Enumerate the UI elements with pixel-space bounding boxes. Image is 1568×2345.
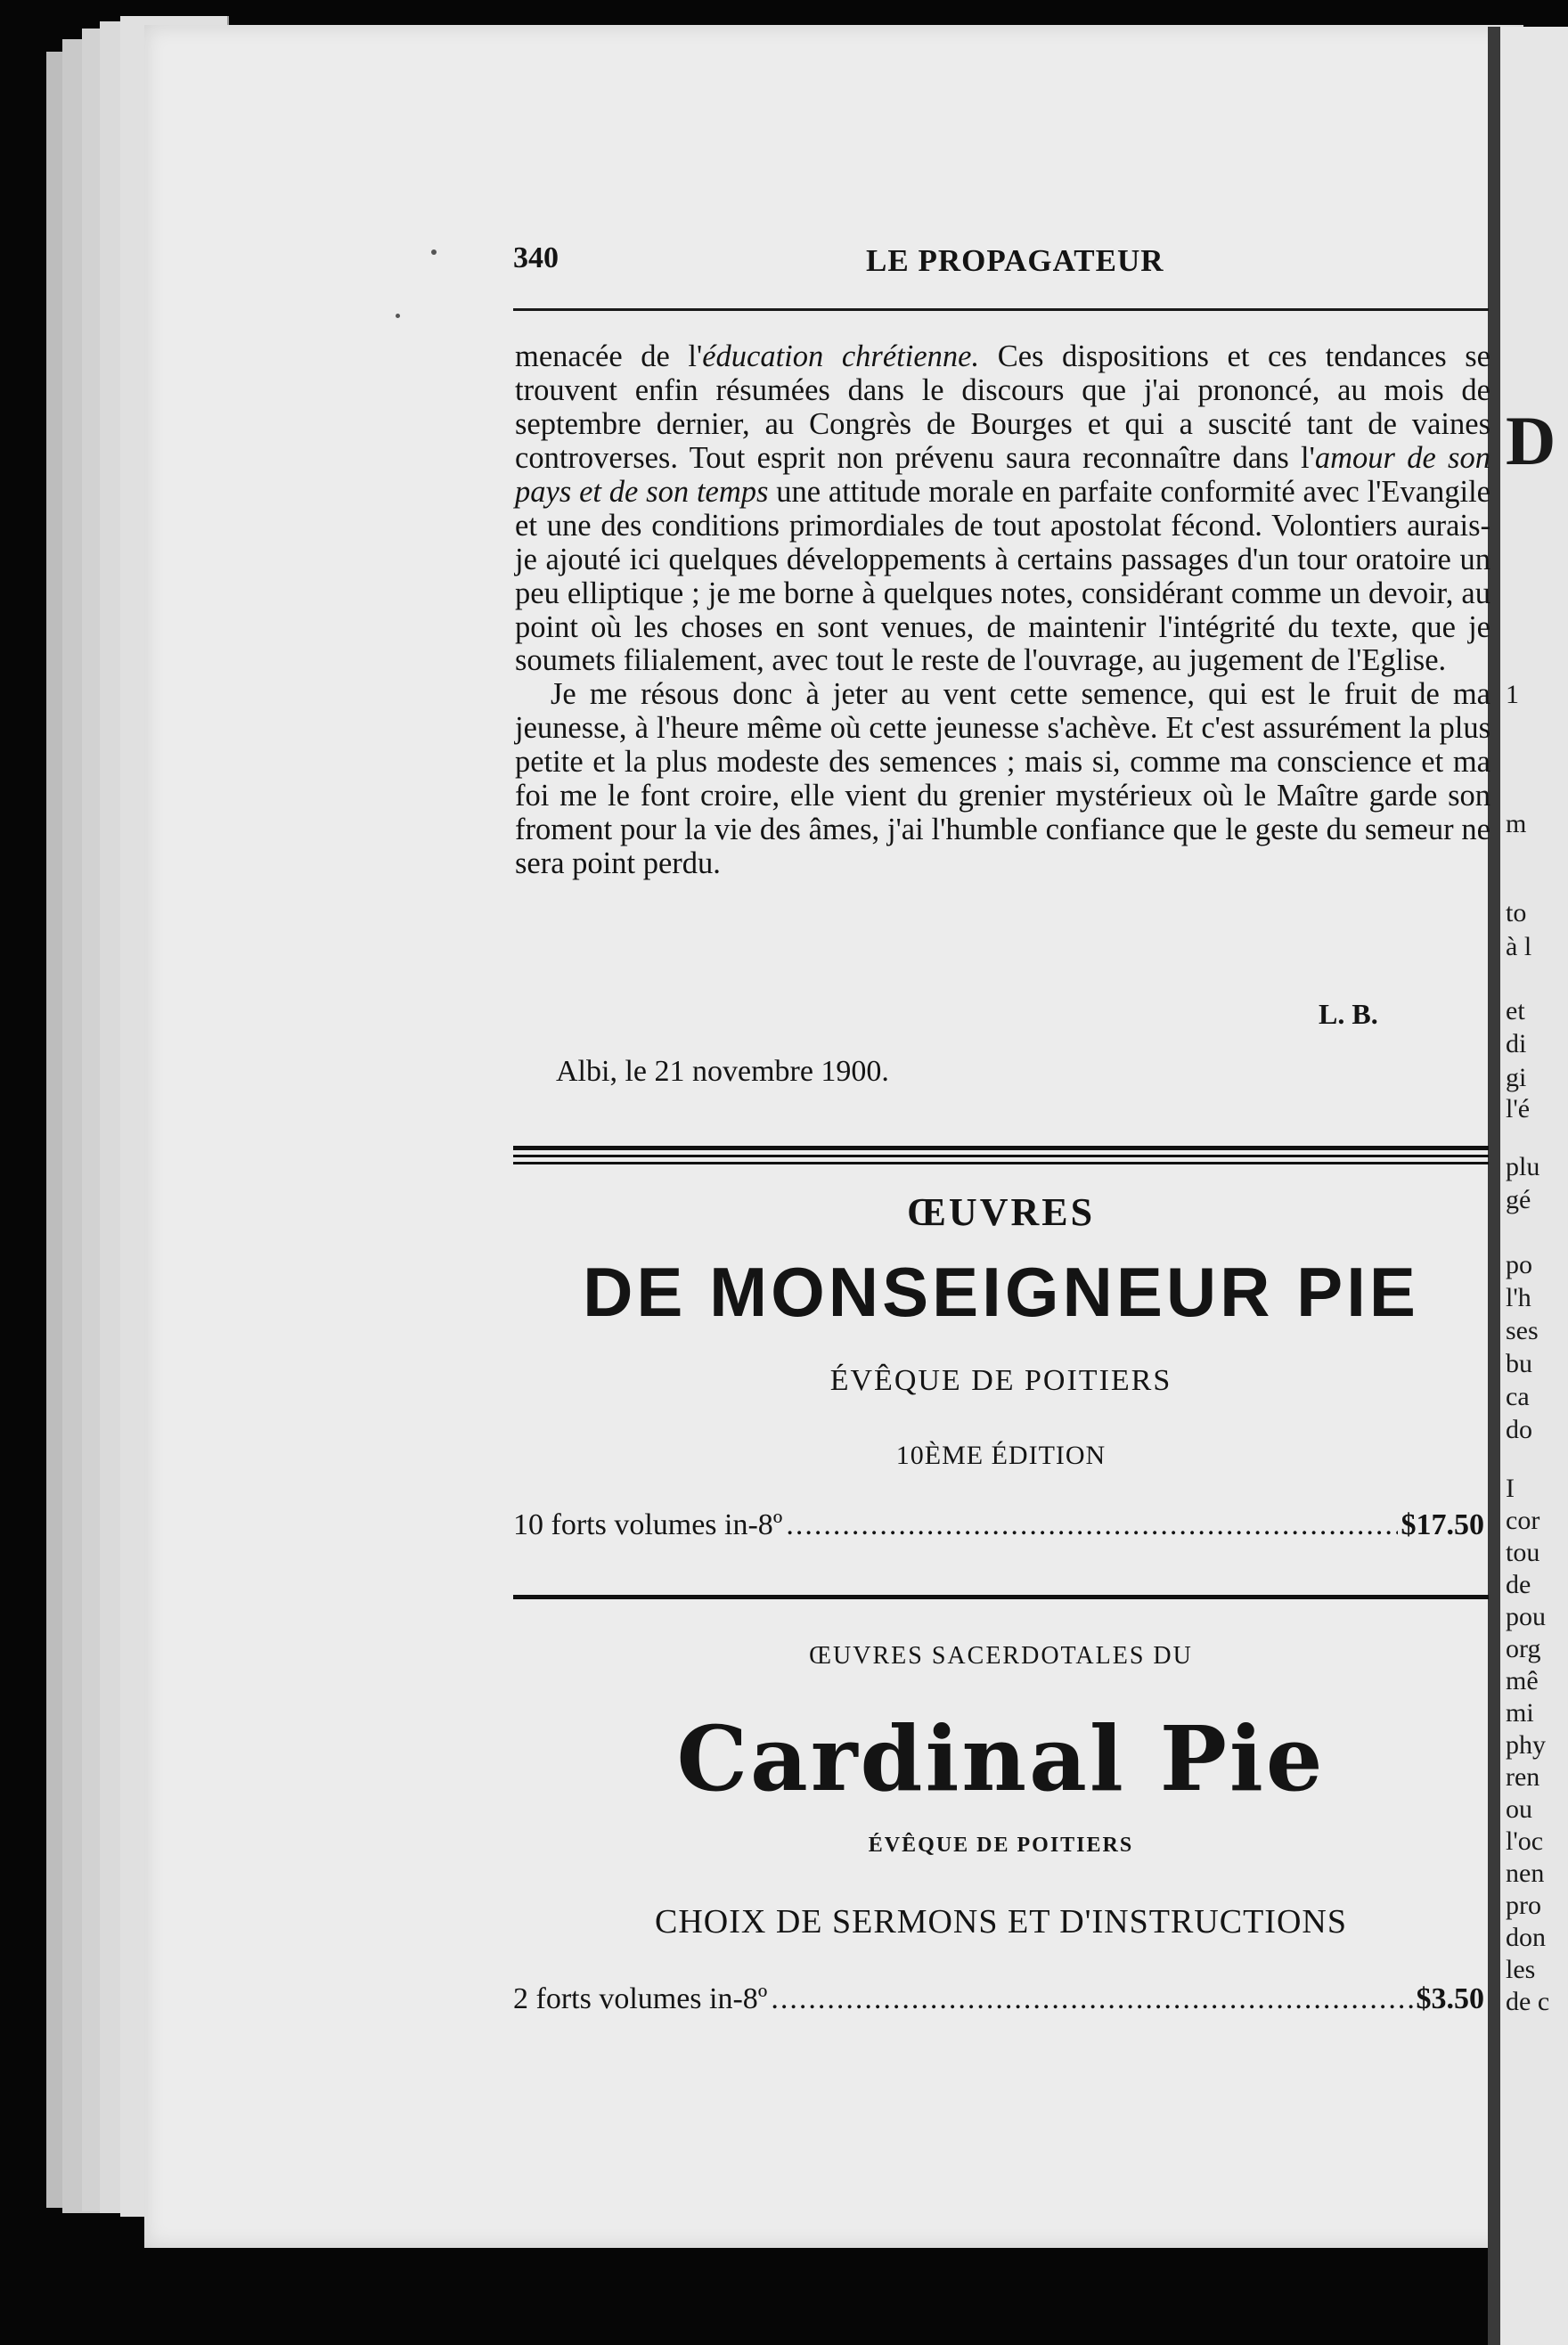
paragraph [515,340,1490,678]
facing-page-text: don [1506,1923,1546,1952]
ad2-title: Cardinal Pie [676,1706,1326,1811]
facing-page-text: nen [1506,1859,1545,1888]
facing-page-text: phy [1506,1730,1546,1760]
ad2-item: 2 forts volumes in-8º [513,1982,768,2015]
leader-dots [786,1508,1397,1542]
facing-page-text: ou [1506,1794,1532,1824]
leader-dots [771,1982,1412,2016]
section-rule [513,1595,1489,1599]
facing-page-text: pou [1506,1602,1546,1631]
facing-page-text: m [1506,809,1527,838]
section-rule [513,1146,1489,1150]
ad2-kicker: ŒUVRES SACERDOTALES DU [809,1642,1193,1670]
facing-page-text: cor [1506,1506,1540,1535]
facing-page-text: to [1506,898,1527,927]
italic-run: amour de son pays et de son temps [515,440,1490,509]
ad1-item: 10 forts volumes in-8º [513,1508,783,1541]
ad1-edition: 10ÈME ÉDITION [895,1441,1107,1470]
dateline: Albi, le 21 novembre 1900. [556,1055,889,1088]
facing-page-text: tou [1506,1538,1540,1567]
facing-page-text: et [1506,996,1525,1025]
facing-page-text: D [1506,402,1556,479]
article-body [515,340,1490,881]
text-run: Ces dispositions et ces tendances se trouvent enfin résumées dans le discours que j'ai prononcé, au mois de septembre dernier, au Congrès de Bourges et qui a suscité tant de vaines controverses. Tout esprit non prévenu saura reconnaître dans l' [515,339,1490,475]
ad1-title: DE MONSEIGNEUR PIE [583,1253,1419,1331]
section-rule [513,1162,1489,1164]
ad2-price: $3.50 [1416,1982,1484,2015]
facing-page-text: les [1506,1955,1536,1984]
facing-page-text: ren [1506,1762,1540,1792]
facing-page-text: de [1506,1570,1531,1599]
facing-page-text: ca [1506,1382,1530,1411]
ad1-kicker: ŒUVRES [906,1190,1096,1234]
text-run: une attitude morale en parfaite conformité avec l'Evangile et une des conditions primordiales de tout apostolat fécond. Volontiers aurais-je ajouté ici quelques développements à certains passages d'un tour oratoire un peu elliptique ; je me borne à quelques notes, considérant comme un devoir, au point où les choses en sont venues, de maintenir l'intégrité du texte, que je soumets filialement, avec tout le reste de l'ouvrage, au jugement de l'Eglise. [515,474,1490,678]
running-title: LE PROPAGATEUR [866,243,1164,278]
page-number: 340 [513,241,559,274]
ad1-price-line [513,1508,1484,1542]
facing-page-text: l'é [1506,1094,1531,1123]
facing-page-text: do [1506,1415,1532,1444]
ad2-subtitle: ÉVÊQUE DE POITIERS [868,1834,1134,1857]
section-rule [513,1155,1489,1157]
signature: L. B. [1319,998,1378,1030]
facing-page-text: gi [1506,1063,1527,1092]
facing-page-fragment [1500,27,1568,2345]
ad1-price: $17.50 [1401,1508,1484,1541]
ad1-subtitle: ÉVÊQUE DE POITIERS [829,1364,1172,1397]
italic-run: éducation chrétienne. [702,339,980,373]
facing-page-text: I [1506,1474,1515,1503]
facing-page-text: mi [1506,1698,1534,1728]
facing-page-text: à l [1506,932,1532,961]
facing-page-text: mê [1506,1666,1539,1695]
scan-speck [431,249,437,255]
facing-page-text: 1 [1506,680,1519,709]
paragraph: Je me résous donc à jeter au vent cette semence, qui est le fruit de ma jeunesse, à l'heure même où cette jeunesse s'achève. Et c'est assurément la plus petite et la plus modeste des semences ; mais si, comme ma conscience et ma foi me le font croire, elle vient du grenier mystérieux où le Maître garde son froment pour la vie des âmes, j'ai l'humble confiance que le geste du semeur ne sera point perdu. [515,677,1490,881]
facing-page-text: ses [1506,1316,1539,1345]
ad2-heading: CHOIX DE SERMONS ET D'INSTRUCTIONS [655,1903,1347,1941]
page-header [513,234,1484,279]
facing-page-text: bu [1506,1349,1532,1378]
header-rule [513,308,1489,311]
text-run: menacée de l' [515,339,703,373]
facing-page-text: plu [1506,1152,1540,1181]
facing-page-text: org [1506,1634,1541,1663]
facing-page-text: gé [1506,1185,1531,1214]
facing-page-text: pro [1506,1891,1541,1920]
facing-page-text: de c [1506,1987,1550,2016]
facing-page-text: l'h [1506,1283,1531,1312]
ad2-price-line [513,1982,1484,2016]
facing-page-text: l'oc [1506,1826,1544,1856]
facing-page-text: po [1506,1250,1532,1279]
facing-page-text: di [1506,1029,1527,1058]
scan-speck [396,314,400,318]
